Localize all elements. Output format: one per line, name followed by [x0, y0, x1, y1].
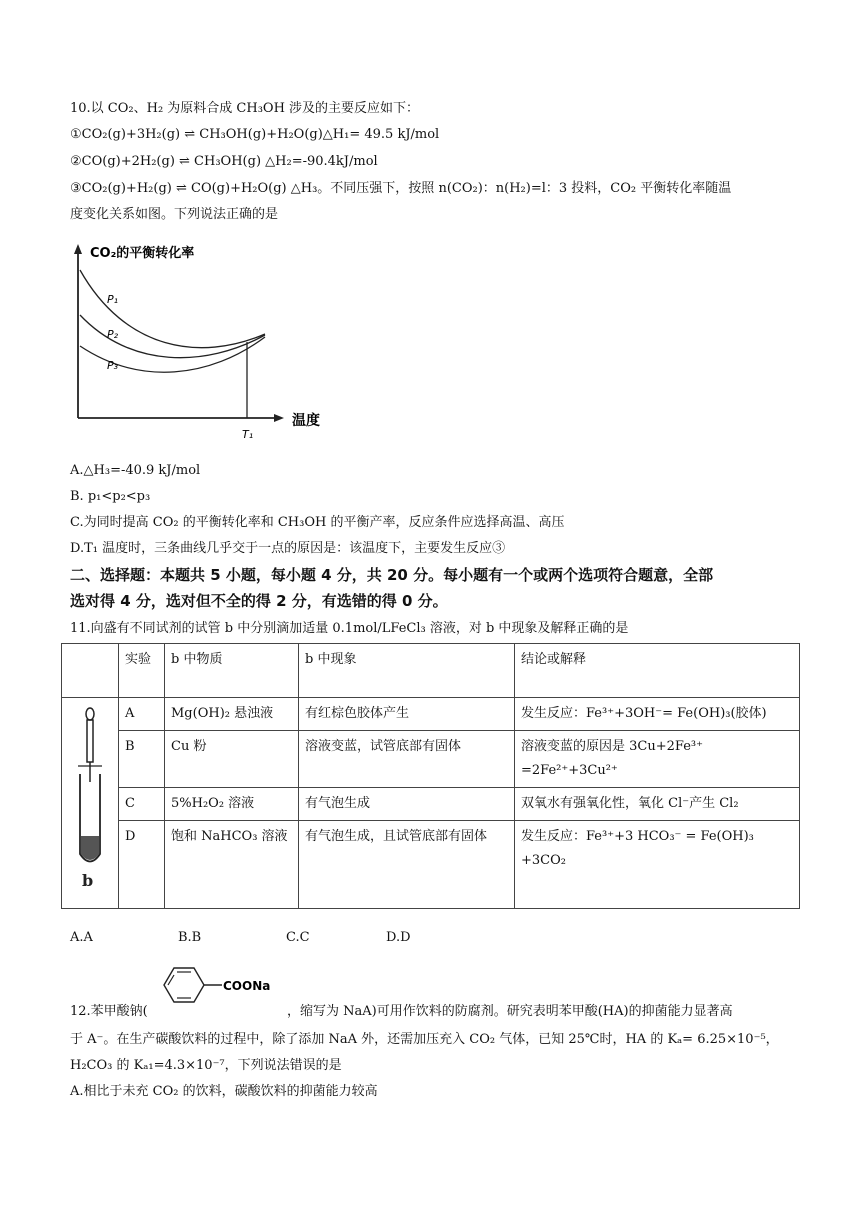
q11-options — [70, 930, 570, 950]
row-c-exp: C — [119, 788, 165, 821]
q12-line2: 于 A⁻。在生产碳酸饮料的过程中，除了添加 NaA 外，还需加压充入 CO₂ 气体，已知 25℃时，HA 的 Kₐ= 6.25×10⁻⁵， — [70, 1032, 779, 1047]
tube-label-b: b — [82, 870, 94, 890]
row-b-explanation: 溶液变蓝的原因是 3Cu+2Fe³⁺ =2Fe²⁺+3Cu²⁺ — [515, 731, 800, 788]
header-experiment: 实验 — [119, 644, 165, 698]
table-header-row — [62, 644, 800, 698]
x-axis-label: 温度 — [292, 413, 320, 429]
coona-label: COONa — [223, 979, 271, 993]
curve-label-p1: P₁ — [107, 293, 119, 306]
row-d-phenomenon: 有气泡生成，且试管底部有固体 — [299, 821, 515, 909]
q11-table — [61, 643, 800, 909]
curve-label-p2: P₂ — [107, 328, 119, 341]
x-axis-arrow — [274, 414, 284, 422]
q10-reaction-3: ③CO₂(g)+H₂(g) ⇌ CO(g)+H₂O(g) △H₃。不同压强下，按照 n(CO₂)：n(H₂)=l：3 投料，CO₂ 平衡转化率随温 — [70, 181, 732, 196]
q12-line3: H₂CO₃ 的 Kₐ₁=4.3×10⁻⁷，下列说法错误的是 — [70, 1058, 342, 1073]
header-substance: b 中物质 — [165, 644, 299, 698]
row-d-substance: 饱和 NaHCO₃ 溶液 — [165, 821, 299, 909]
q10-reaction-2: ②CO(g)+2H₂(g) ⇌ CH₃OH(g) △H₂=-90.4kJ/mol — [70, 154, 378, 169]
conversion-graph — [70, 240, 340, 450]
row-d-explanation: 发生反应：Fe³⁺+3 HCO₃⁻ = Fe(OH)₃ +3CO₂ — [515, 821, 800, 909]
test-tube-dropper-icon — [70, 704, 110, 894]
t1-label: T₁ — [242, 428, 254, 441]
row-c-substance: 5%H₂O₂ 溶液 — [165, 788, 299, 821]
table-row — [62, 788, 800, 821]
q11-option-d: D.D — [386, 930, 411, 945]
benzene-ring-icon — [150, 962, 280, 1008]
q10-option-a: A.△H₃=-40.9 kJ/mol — [70, 463, 201, 478]
curve-label-p3: P₃ — [107, 359, 119, 372]
apparatus-cell — [62, 698, 119, 909]
q10-reaction-3-cont: 度变化关系如图。下列说法正确的是 — [70, 207, 279, 222]
q12-line1-suffix: ，缩写为 NaA)可用作饮料的防腐剂。研究表明苯甲酸(HA)的抑菌能力显著高 — [287, 1004, 733, 1019]
q10-option-c: C.为同时提高 CO₂ 的平衡转化率和 CH₃OH 的平衡产率，反应条件应选择高温、高压 — [70, 515, 565, 530]
q11-option-b: B.B — [178, 930, 202, 945]
row-b-exp: B — [119, 731, 165, 788]
row-c-phenomenon: 有气泡生成 — [299, 788, 515, 821]
header-explanation: 结论或解释 — [515, 644, 800, 698]
sodium-benzoate-structure — [150, 962, 280, 1008]
q12-option-a: A.相比于未充 CO₂ 的饮料，碳酸饮料的抑菌能力较高 — [70, 1084, 378, 1099]
q10-option-d: D.T₁ 温度时，三条曲线几乎交于一点的原因是：该温度下，主要发生反应③ — [70, 541, 506, 556]
y-axis-label: CO₂的平衡转化率 — [90, 246, 195, 261]
q12-line1-prefix: 12.苯甲酸钠( — [70, 1004, 148, 1019]
q10-option-b: B. p₁<p₂<p₃ — [70, 489, 151, 504]
row-a-phenomenon: 有红棕色胶体产生 — [299, 698, 515, 731]
row-a-substance: Mg(OH)₂ 悬浊液 — [165, 698, 299, 731]
conversion-graph-svg — [70, 240, 340, 450]
table-row — [62, 731, 800, 788]
header-phenomenon: b 中现象 — [299, 644, 515, 698]
row-a-exp: A — [119, 698, 165, 731]
row-b-phenomenon: 溶液变蓝，试管底部有固体 — [299, 731, 515, 788]
table-row — [62, 821, 800, 909]
q10-stem: 10.以 CO₂、H₂ 为原料合成 CH₃OH 涉及的主要反应如下： — [70, 101, 420, 116]
q11-stem: 11.向盛有不同试剂的试管 b 中分别滴加适量 0.1mol/LFeCl₃ 溶液，对 b 中现象及解释正确的是 — [70, 621, 629, 636]
row-a-explanation: 发生反应：Fe³⁺+3OH⁻= Fe(OH)₃(胶体) — [515, 698, 800, 731]
section2-heading-line1: 二、选择题：本题共 5 小题，每小题 4 分，共 20 分。每小题有一个或两个选项符合题意，全部 — [70, 566, 714, 584]
row-d-exp: D — [119, 821, 165, 909]
row-c-explanation: 双氧水有强氧化性，氧化 Cl⁻产生 Cl₂ — [515, 788, 800, 821]
q11-option-c: C.C — [286, 930, 310, 945]
header-blank-cell — [62, 644, 119, 698]
row-b-substance: Cu 粉 — [165, 731, 299, 788]
y-axis-arrow — [74, 244, 82, 254]
table-row — [62, 698, 800, 731]
section2-heading-line2: 选对得 4 分，选对但不全的得 2 分，有选错的得 0 分。 — [70, 592, 448, 610]
q11-option-a: A.A — [70, 930, 93, 945]
q10-reaction-1: ①CO₂(g)+3H₂(g) ⇌ CH₃OH(g)+H₂O(g)△H₁= 49.5 kJ/mol — [70, 127, 440, 142]
